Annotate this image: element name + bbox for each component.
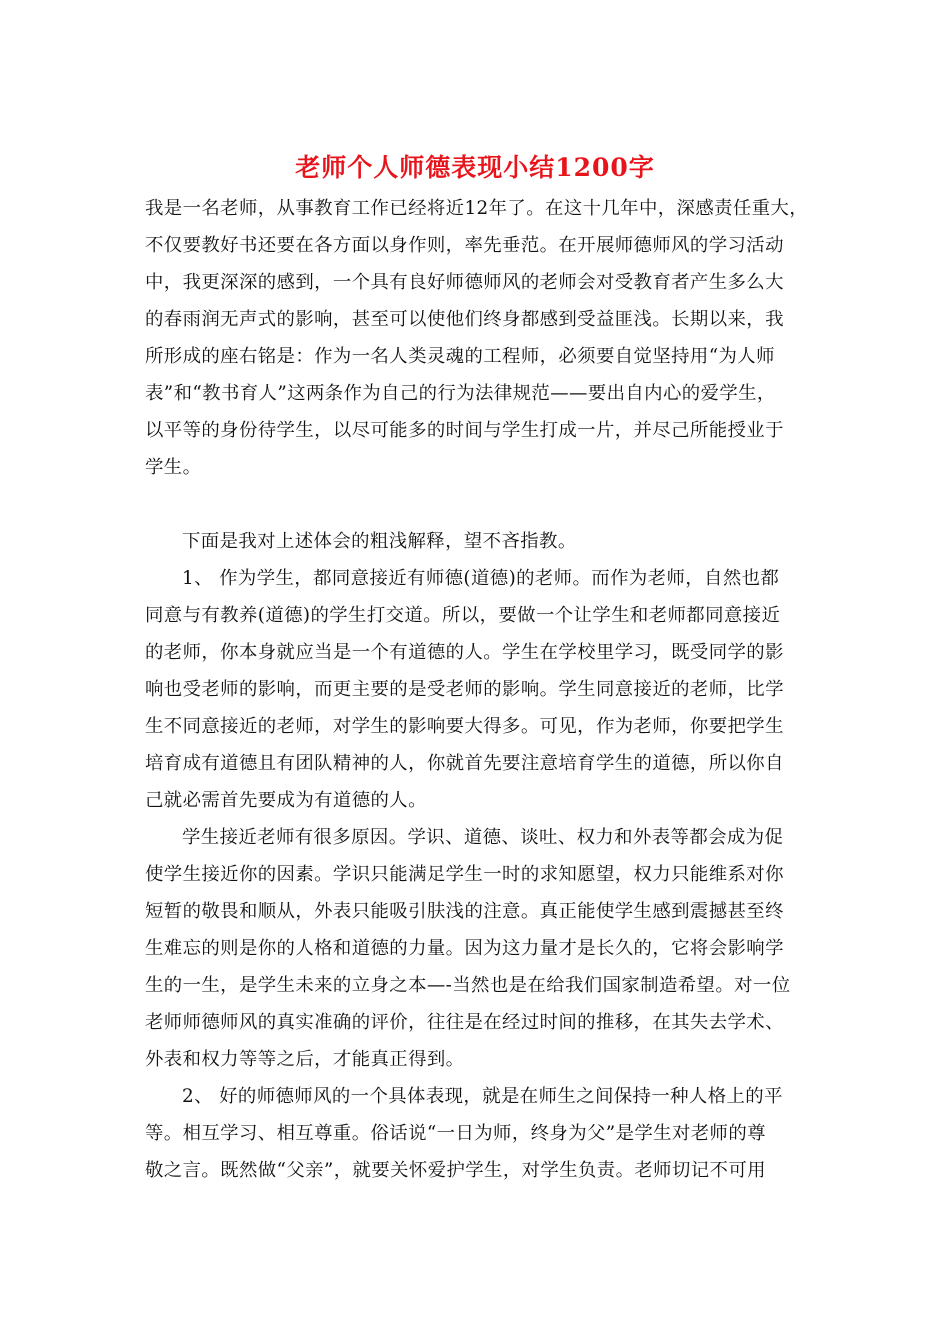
text-line: 1、 作为学生，都同意接近有师德(道德)的老师。而作为老师，自然也都 — [182, 568, 780, 589]
text-line: 己就必需首先要成为有道德的人。 — [145, 790, 427, 811]
text-line: 我是一名老师，从事教育工作已经将近12年了。在这十几年中，深感责任重大， — [145, 198, 809, 219]
text-line: 以平等的身份待学生，以尽可能多的时间与学生打成一片，并尽己所能授业于 — [145, 420, 784, 441]
text-line: 生难忘的则是你的人格和道德的力量。因为这力量才是长久的，它将会影响学 — [145, 938, 784, 959]
text-line: 不仅要教好书还要在各方面以身作则，率先垂范。在开展师德师风的学习活动 — [145, 235, 784, 256]
text-line: 生不同意接近的老师，对学生的影响要大得多。可见，作为老师，你要把学生 — [145, 716, 784, 737]
text-line: 2、 好的师德师风的一个具体表现，就是在师生之间保持一种人格上的平 — [182, 1086, 783, 1107]
text-line: 学生接近老师有很多原因。学识、道德、谈吐、权力和外表等都会成为促 — [182, 827, 784, 848]
text-line: 敬之言。既然做“父亲”，就要关怀爱护学生，对学生负责。老师切记不可用 — [145, 1160, 766, 1181]
text-line: 响也受老师的影响，而更主要的是受老师的影响。学生同意接近的老师，比学 — [145, 679, 784, 700]
text-line: 使学生接近你的因素。学识只能满足学生一时的求知愿望，权力只能维系对你 — [145, 864, 784, 885]
text-line: 的春雨润无声式的影响，甚至可以使他们终身都感到受益匪浅。长期以来，我 — [145, 309, 784, 330]
text-line: 同意与有教养(道德)的学生打交道。所以，要做一个让学生和老师都同意接近 — [145, 605, 781, 626]
text-line: 培育成有道德且有团队精神的人，你就首先要注意培育学生的道德，所以你自 — [145, 753, 784, 774]
text-line: 表”和“教书育人”这两条作为自己的行为法律规范——要出自内心的爱学生， — [145, 383, 776, 404]
text-line: 老师师德师风的真实准确的评价，往往是在经过时间的推移，在其失去学术、 — [145, 1012, 784, 1033]
text-line: 下面是我对上述体会的粗浅解释，望不吝指教。 — [182, 531, 577, 552]
text-line: 学生。 — [145, 457, 202, 478]
text-line: 所形成的座右铭是：作为一名人类灵魂的工程师，必须要自觉坚持用“为人师 — [145, 346, 775, 367]
text-line: 的老师，你本身就应当是一个有道德的人。学生在学校里学习，既受同学的影 — [145, 642, 784, 663]
text-line: 等。相互学习、相互尊重。俗话说“一日为师，终身为父”是学生对老师的尊 — [145, 1123, 766, 1144]
text-line: 生的一生，是学生未来的立身之本—-当然也是在给我们国家制造希望。对一位 — [145, 975, 791, 996]
text-line: 外表和权力等等之后，才能真正得到。 — [145, 1049, 465, 1070]
text-line: 中，我更深深的感到，一个具有良好师德师风的老师会对受教育者产生多么大 — [145, 272, 784, 293]
text-line: 短暂的敬畏和顺从，外表只能吸引肤浅的注意。真正能使学生感到震撼甚至终 — [145, 901, 784, 922]
document-title: 老师个人师德表现小结1200字 — [295, 153, 655, 182]
